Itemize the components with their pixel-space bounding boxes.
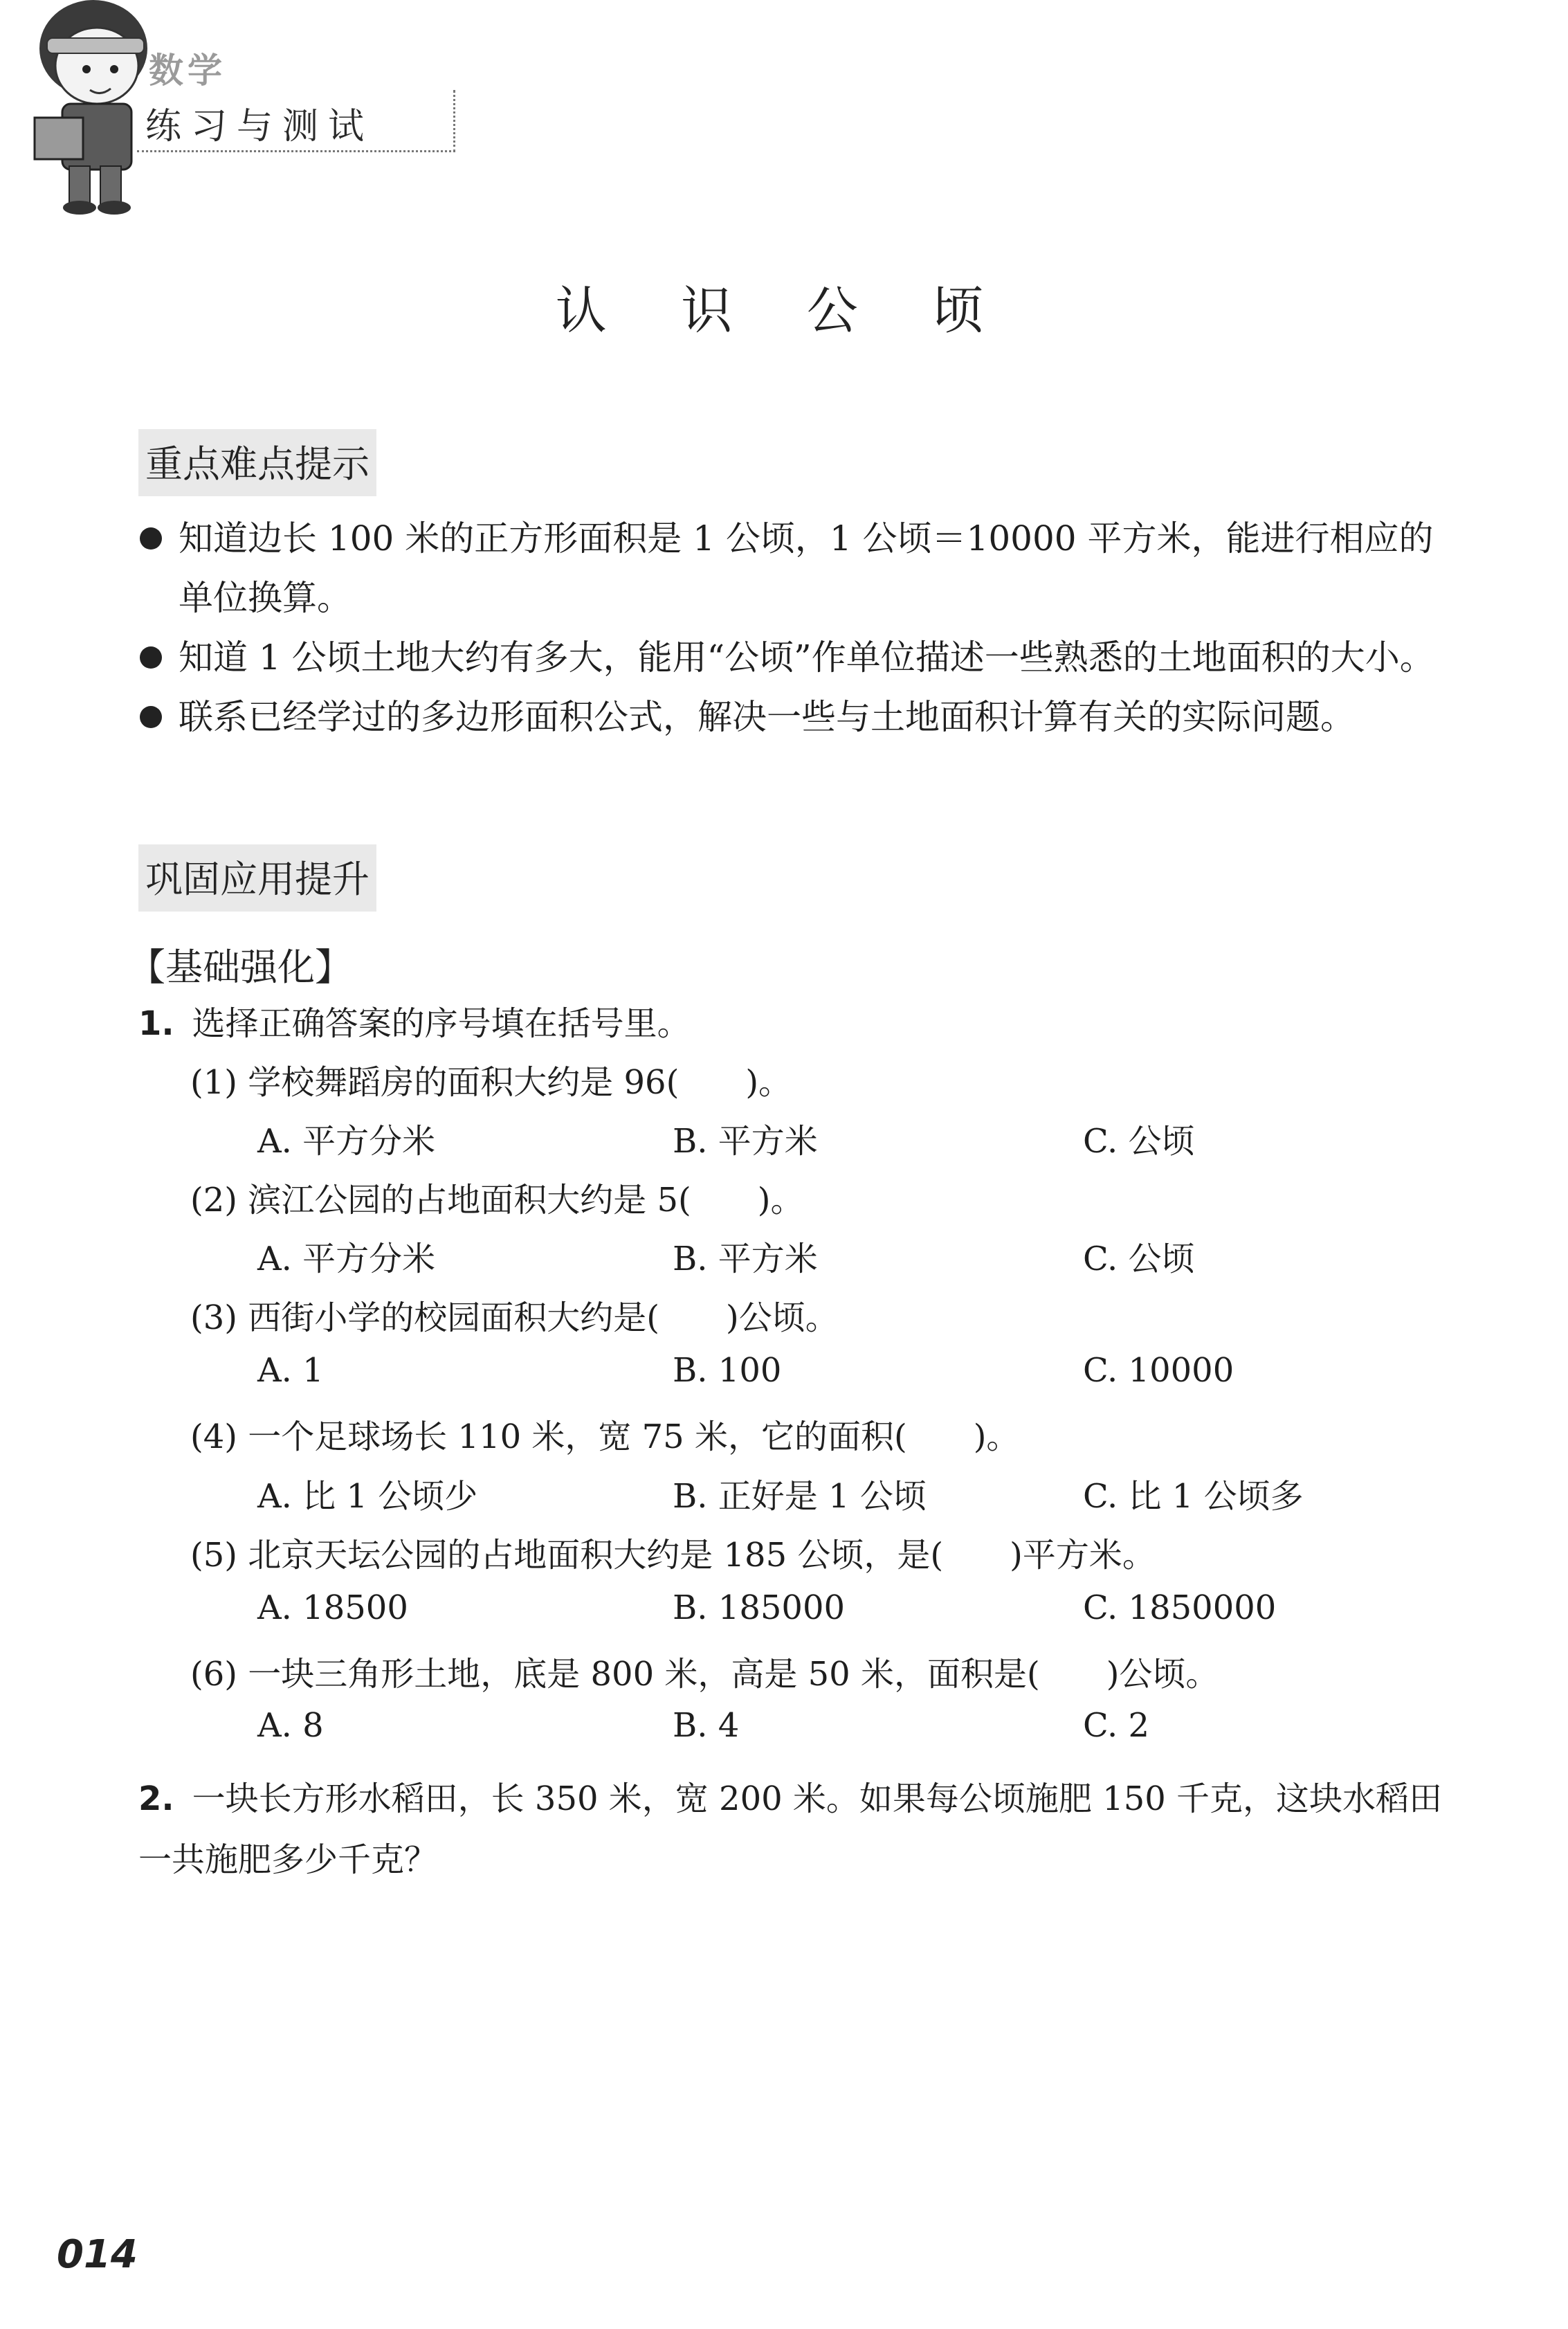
question-number: 2. bbox=[138, 1779, 174, 1818]
brand-series: 练习与测试 bbox=[145, 106, 374, 147]
question-1-item: (3) 西街小学的校园面积大约是( )公顷。 bbox=[190, 1298, 839, 1337]
subsection-heading-basic: 【基础强化】 bbox=[128, 945, 352, 989]
option-c: C. 公顷 bbox=[1083, 1122, 1195, 1161]
bullet-icon bbox=[140, 527, 162, 550]
key-point-item: 知道边长 100 米的正方形面积是 1 公顷，1 公顷＝10000 平方米，能进行相应的单位换算。 bbox=[138, 509, 1460, 628]
question-1-item: (4) 一个足球场长 110 米，宽 75 米，它的面积( )。 bbox=[190, 1417, 1020, 1456]
option-a: A. 平方分米 bbox=[257, 1122, 436, 1161]
page-number: 014 bbox=[57, 2232, 138, 2277]
question-1-stem: 1. 选择正确答案的序号填在括号里。 bbox=[138, 1004, 691, 1043]
question-number: 1. bbox=[138, 1004, 174, 1043]
option-b: B. 185000 bbox=[673, 1588, 846, 1627]
option-c: C. 10000 bbox=[1083, 1351, 1234, 1390]
key-points-list bbox=[138, 509, 1460, 747]
section-heading-practice: 巩固应用提升 bbox=[138, 844, 376, 912]
section-heading-key-points: 重点难点提示 bbox=[138, 429, 376, 496]
brand-subject: 数学 bbox=[149, 51, 226, 91]
option-b: B. 正好是 1 公顷 bbox=[673, 1477, 927, 1516]
option-c: C. 公顷 bbox=[1083, 1240, 1195, 1278]
question-2: 2. 一块长方形水稻田，长 350 米，宽 200 米。如果每公顷施肥 150 千克，这块水稻田一共施肥多少千克？ bbox=[138, 1779, 1443, 1879]
option-c: C. 1850000 bbox=[1083, 1588, 1277, 1627]
question-1-item: (2) 滨江公园的占地面积大约是 5( )。 bbox=[190, 1181, 804, 1220]
option-a: A. 8 bbox=[257, 1706, 324, 1745]
option-a: A. 平方分米 bbox=[257, 1240, 436, 1278]
key-point-item: 联系已经学过的多边形面积公式，解决一些与土地面积计算有关的实际问题。 bbox=[138, 687, 1460, 747]
option-b: B. 4 bbox=[673, 1706, 740, 1745]
option-c: C. 比 1 公顷多 bbox=[1083, 1477, 1304, 1516]
bullet-icon bbox=[140, 646, 162, 669]
option-a: A. 1 bbox=[257, 1351, 324, 1390]
question-1-item: (1) 学校舞蹈房的面积大约是 96( )。 bbox=[190, 1063, 792, 1102]
question-1-item: (6) 一块三角形土地，底是 800 米，高是 50 米，面积是( )公顷。 bbox=[190, 1655, 1219, 1694]
page-title: 认 识 公 顷 bbox=[555, 281, 1013, 341]
question-1-item: (5) 北京天坛公园的占地面积大约是 185 公顷，是( )平方米。 bbox=[190, 1536, 1156, 1575]
key-point-item: 知道 1 公顷土地大约有多大，能用“公顷”作单位描述一些熟悉的土地面积的大小。 bbox=[138, 628, 1460, 687]
option-a: A. 比 1 公顷少 bbox=[257, 1477, 478, 1516]
bullet-icon bbox=[140, 706, 162, 728]
option-c: C. 2 bbox=[1083, 1706, 1150, 1745]
option-a: A. 18500 bbox=[257, 1588, 408, 1627]
option-b: B. 平方米 bbox=[673, 1122, 818, 1161]
option-b: B. 100 bbox=[673, 1351, 782, 1390]
option-b: B. 平方米 bbox=[673, 1240, 818, 1278]
